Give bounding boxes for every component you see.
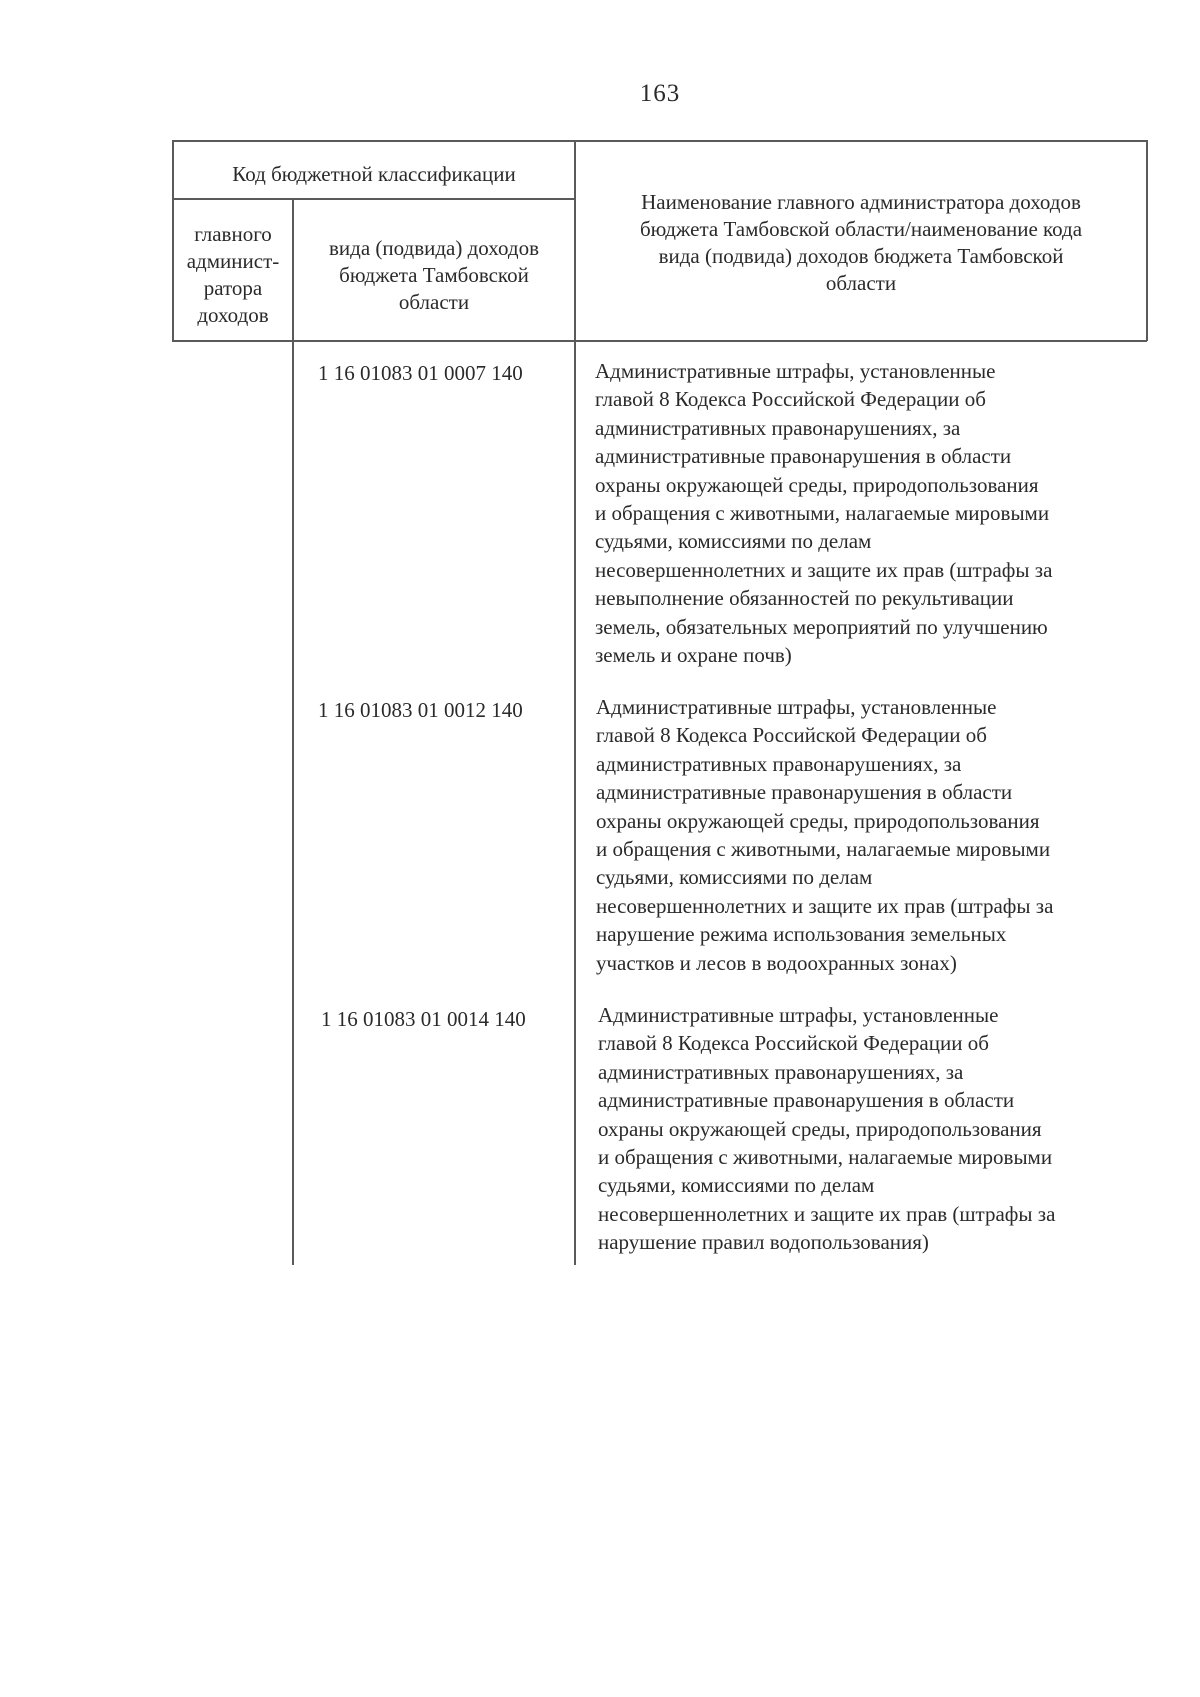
header-bottom-border [172, 340, 1147, 342]
row-1-description: Административные штрафы, установленные главой 8 Кодекса Российской Федерации об административных правонарушениях, за административные правонарушения в области охраны окружающей среды, природопользования и обращения с животными, налагаемые мировыми судьями, комиссиями по делам несовершеннолетних и защите их прав (штрафы за невыполнение обязанностей по рекультивации земель, обязательных мероприятий по улучшению земель и охране почв) [595, 359, 1053, 668]
row-1-code: 1 16 01083 01 0007 140 [318, 361, 523, 385]
row-2-description: Административные штрафы, установленные главой 8 Кодекса Российской Федерации об административных правонарушениях, за административные правонарушения в области охраны окружающей среды, природопользования и обращения с животными, налагаемые мировыми судьями, комиссиями по делам несовершеннолетних и защите их прав (штрафы за нарушение режима использования земельных участков и лесов в водоохранных зонах) [596, 695, 1054, 975]
code-name-divider [574, 140, 576, 1265]
table-right-border [1146, 140, 1148, 341]
row-2-code: 1 16 01083 01 0012 140 [318, 698, 523, 722]
page-number: 163 [639, 80, 681, 107]
admin-code-divider [292, 198, 294, 1265]
header-group-title: Код бюджетной классификации [232, 162, 516, 186]
row-3-description: Административные штрафы, установленные главой 8 Кодекса Российской Федерации об административных правонарушениях, за административные правонарушения в области охраны окружающей среды, природопользования и обращения с животными, налагаемые мировыми судьями, комиссиями по делам несовершеннолетних и защите их прав (штрафы за нарушение правил водопользования) [598, 1003, 1056, 1255]
row-3-code: 1 16 01083 01 0014 140 [321, 1007, 526, 1031]
header-col-code: вида (подвида) доходов бюджета Тамбовской области [329, 236, 539, 314]
header-group-divider [172, 198, 575, 200]
header-col-name: Наименование главного администратора доходов бюджета Тамбовской области/наименование кода вида (подвида) доходов бюджета Тамбовской области [639, 190, 1083, 295]
header-col-admin: главного админист- ратора доходов [186, 222, 280, 327]
table-top-border [172, 140, 1147, 142]
